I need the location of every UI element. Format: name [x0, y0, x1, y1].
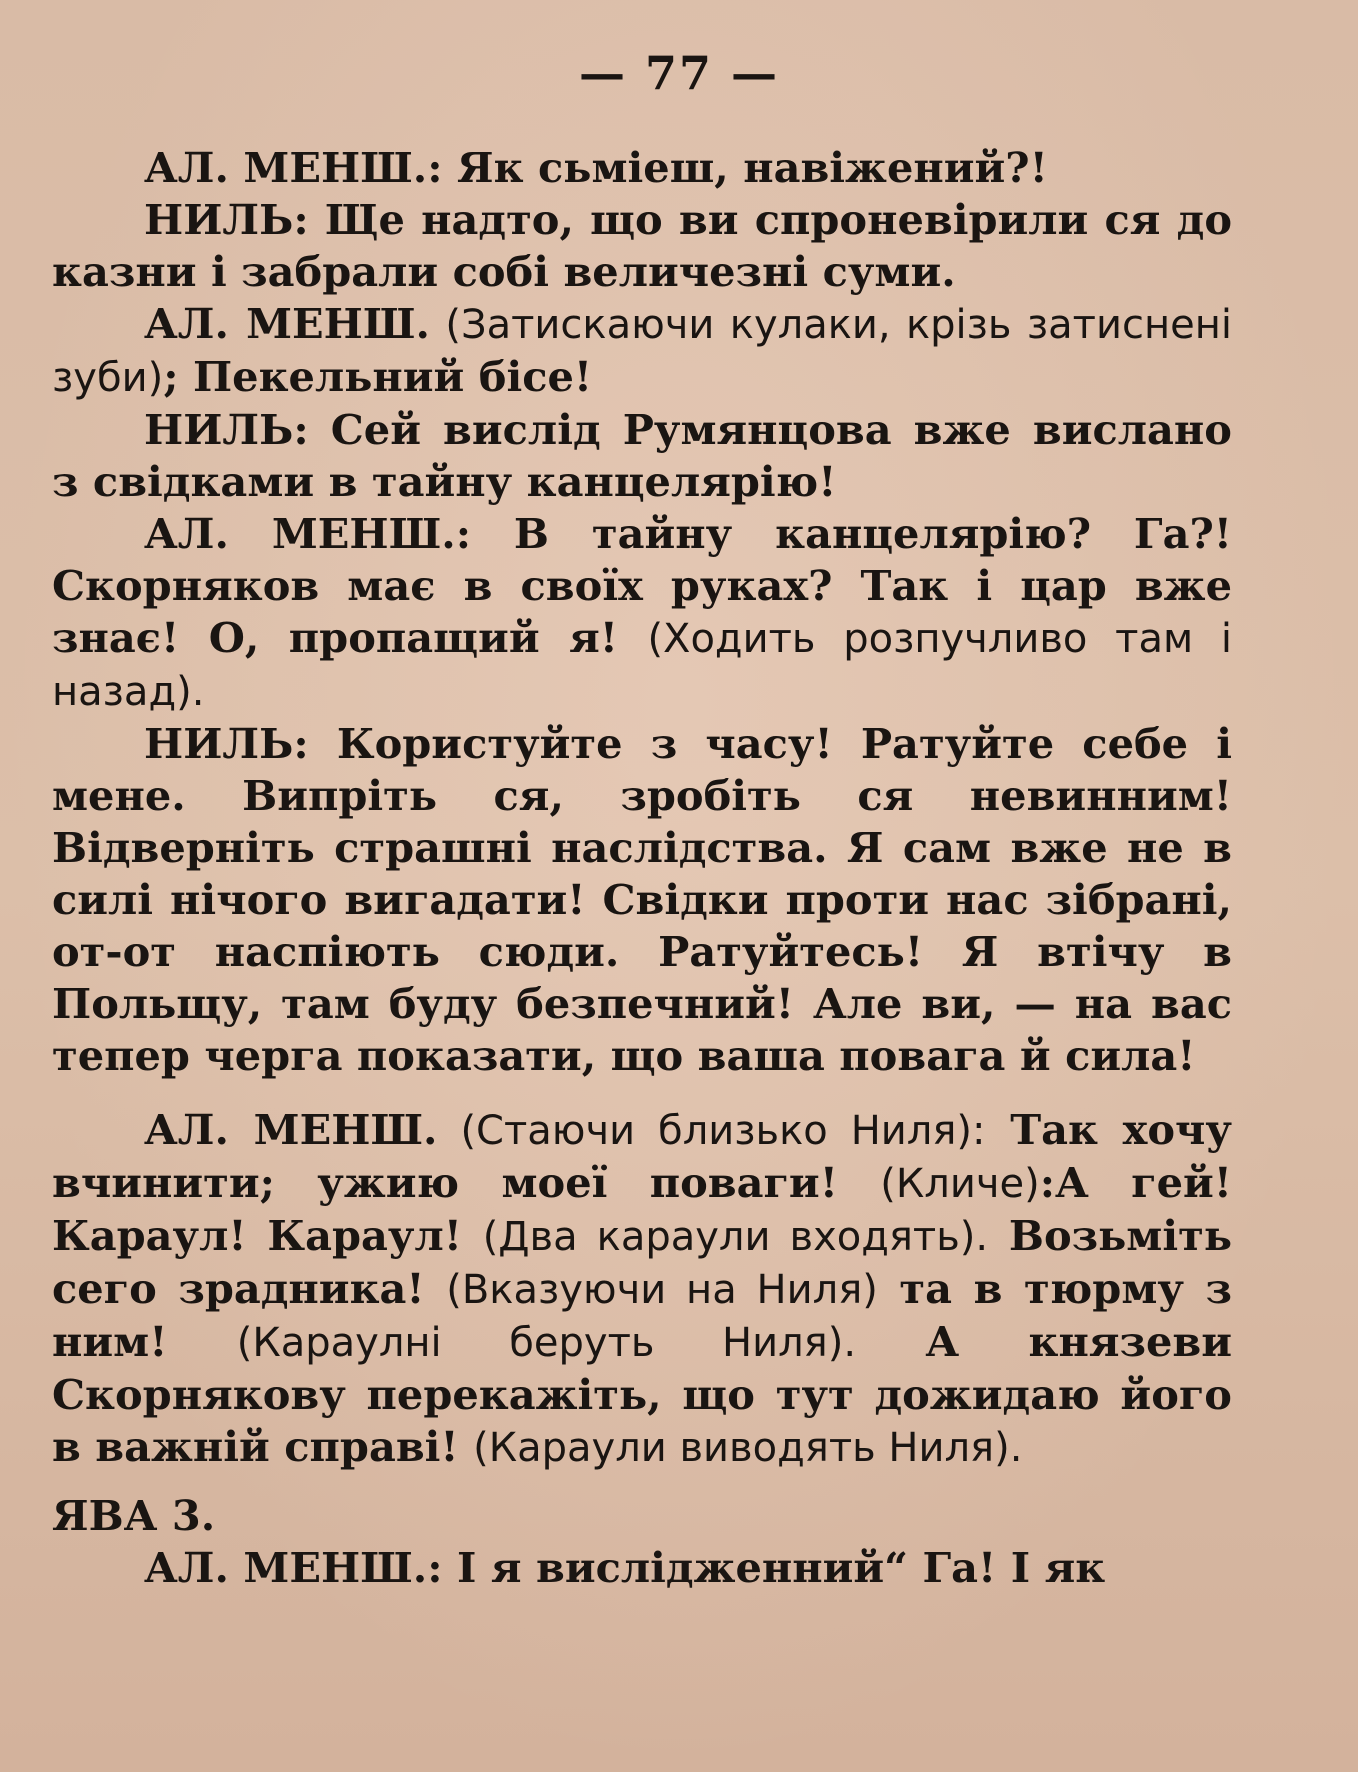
speech-text: Сей вислід Румянцова вже вислано з свідками в тайну канцелярію!	[52, 405, 1232, 506]
stage-direction: (Караули виводять Ниля).	[473, 1425, 1023, 1471]
dialogue-paragraph	[52, 298, 1232, 404]
dialogue-paragraph	[52, 404, 1232, 508]
speaker-name: НИЛЬ:	[144, 719, 309, 768]
stage-direction: (Затискаючи кулаки, крізь затиснені зуби)	[52, 302, 1232, 401]
speaker-name: НИЛЬ:	[144, 405, 309, 454]
speaker-name: АЛ. МЕНШ.	[144, 1105, 438, 1154]
speech-text: та в тюрму з ним!	[52, 1264, 1232, 1366]
final-line	[52, 1542, 1232, 1594]
dialogue-paragraph	[52, 508, 1232, 718]
speaker-name: НИЛЬ:	[144, 195, 309, 244]
speech-text: Як сьміеш, навіжений?!	[442, 143, 1048, 192]
speaker-name: АЛ. МЕНШ.:	[144, 1543, 443, 1592]
speaker-name: АЛ. МЕНШ.:	[144, 143, 443, 192]
stage-direction: (Стаючи близько Ниля):	[437, 1108, 986, 1154]
stage-direction: (Кличе)	[880, 1161, 1040, 1207]
speech-text: Користуйте з часу! Ратуйте себе і мене. Випріть ся, зробіть ся невинним! Відверніть страшні наслідства. Я сам вже не в силі нічого вигадати! Свідки проти нас зібрані, от-от наспіють сюди. Ратуйтесь! Я втічу в Польщу, там буду безпечний! Але ви, — на вас тепер черга показати, що ваша повага й сила!	[52, 719, 1232, 1080]
paragraph-gap	[52, 1082, 1232, 1104]
stage-direction: (Ходить розпучливо там і назад).	[52, 616, 1233, 715]
speaker-name: АЛ. МЕНШ.:	[144, 509, 472, 558]
speech-text: Возьміть сего зрадника!	[52, 1211, 1232, 1313]
speech-text: І я вислідженний“ Га! І як	[442, 1543, 1106, 1592]
speech-text: :А гей! Караул! Караул!	[52, 1158, 1232, 1260]
dialogue-block	[52, 142, 1232, 1474]
stage-direction: (Караулні беруть Ниля).	[236, 1320, 857, 1366]
speech-text: В тайну канцелярію? Га?! Скорняков має в своїх руках? Так і цар вже знає! О, пропащий я!	[52, 509, 1232, 662]
page-text	[52, 142, 1232, 1594]
dialogue-paragraph	[52, 1104, 1232, 1474]
stage-direction: (Два караули входять).	[482, 1214, 989, 1260]
speech-text: ; Пекельний бісе!	[163, 352, 593, 401]
dialogue-paragraph	[52, 194, 1232, 298]
speech-text: А князеви Скорнякову перекажіть, що тут дожидаю його в важній справі!	[52, 1317, 1232, 1471]
speech-text: Так хочу вчинити; ужию моеї поваги!	[52, 1105, 1232, 1207]
scene-heading: ЯВА 3.	[52, 1491, 216, 1540]
dialogue-paragraph	[52, 718, 1232, 1082]
speech-text: Ще надто, що ви спроневірили ся до казни і забрали собі величезні суми.	[52, 195, 1232, 296]
dialogue-paragraph	[52, 142, 1232, 194]
stage-direction: (Вказуючи на Ниля)	[446, 1267, 878, 1313]
page-number: — 77 —	[578, 46, 780, 100]
speaker-name: АЛ. МЕНШ.	[144, 299, 430, 348]
